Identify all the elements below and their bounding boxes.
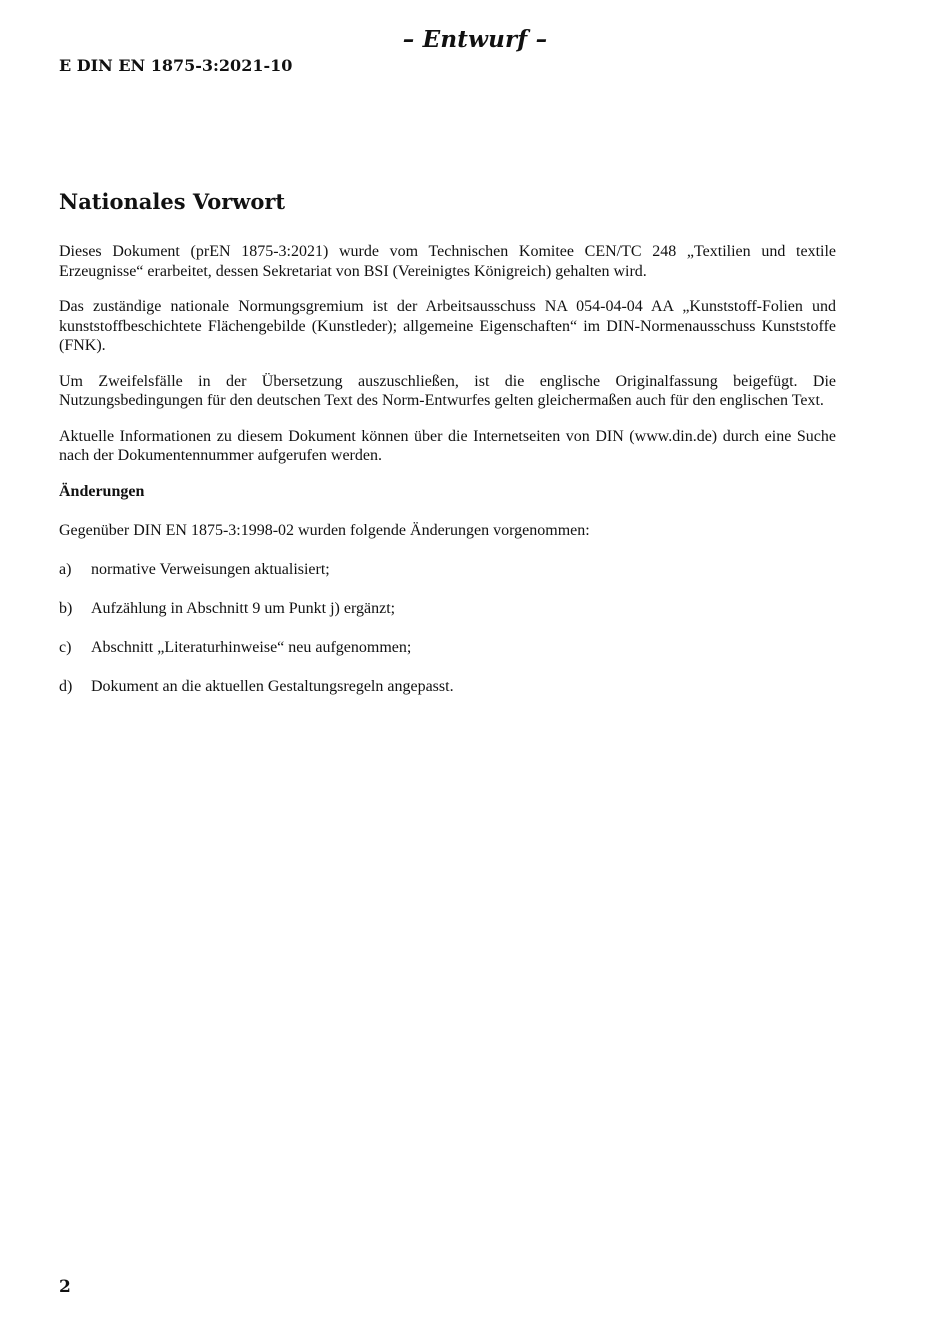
list-item — [59, 638, 836, 658]
list-marker: d) — [59, 678, 73, 695]
paragraph-national-body: Das zuständige nationale Normungsgremium ist der Arbeitsausschuss NA 054-04-04 AA „Kunststoff-Folien und kunststoffbeschichtete Flächengebilde (Kunstleder); allgemeine Eigenschaften“ im DIN-Normenausschuss Kunststoffe (FNK). — [59, 298, 836, 354]
list-text: Dokument an die aktuellen Gestaltungsregeln angepasst. — [91, 678, 454, 695]
changes-list — [59, 560, 836, 697]
list-marker: b) — [59, 600, 73, 617]
list-text: normative Verweisungen aktualisiert; — [91, 561, 330, 578]
list-marker: a) — [59, 561, 72, 578]
section-title: Nationales Vorwort — [59, 189, 286, 214]
changes-heading: Änderungen — [59, 482, 145, 500]
list-marker: c) — [59, 639, 72, 656]
paragraph-committee: Dieses Dokument (prEN 1875-3:2021) wurde vom Technischen Komitee CEN/TC 248 „Textilien und textile Erzeugnisse“ erarbeitet, dessen Sekretariat von BSI (Vereinigtes Königreich) gehalten wird. — [59, 243, 836, 280]
document-id: E DIN EN 1875-3:2021-10 — [59, 56, 293, 75]
list-item — [59, 560, 836, 580]
page-number: 2 — [59, 1277, 71, 1297]
list-item — [59, 599, 836, 619]
list-text: Abschnitt „Literaturhinweise“ neu aufgenommen; — [91, 639, 412, 656]
list-item — [59, 677, 836, 697]
paragraph-translation: Um Zweifelsfälle in der Übersetzung auszuschließen, ist die englische Originalfassung beigefügt. Die Nutzungsbedingungen für den deutschen Text des Norm-Entwurfes gelten gleichermaßen auch für den englischen Text. — [59, 372, 836, 409]
paragraph-information: Aktuelle Informationen zu diesem Dokument können über die Internetseiten von DIN (www.din.de) durch eine Suche nach der Dokumentennummer aufgerufen werden. — [59, 427, 836, 464]
list-text: Aufzählung in Abschnitt 9 um Punkt j) ergänzt; — [91, 600, 396, 617]
draft-mark: – Entwurf – — [402, 26, 548, 53]
national-foreword-section — [59, 188, 836, 716]
changes-intro: Gegenüber DIN EN 1875-3:1998-02 wurden folgende Änderungen vorgenommen: — [59, 522, 590, 539]
